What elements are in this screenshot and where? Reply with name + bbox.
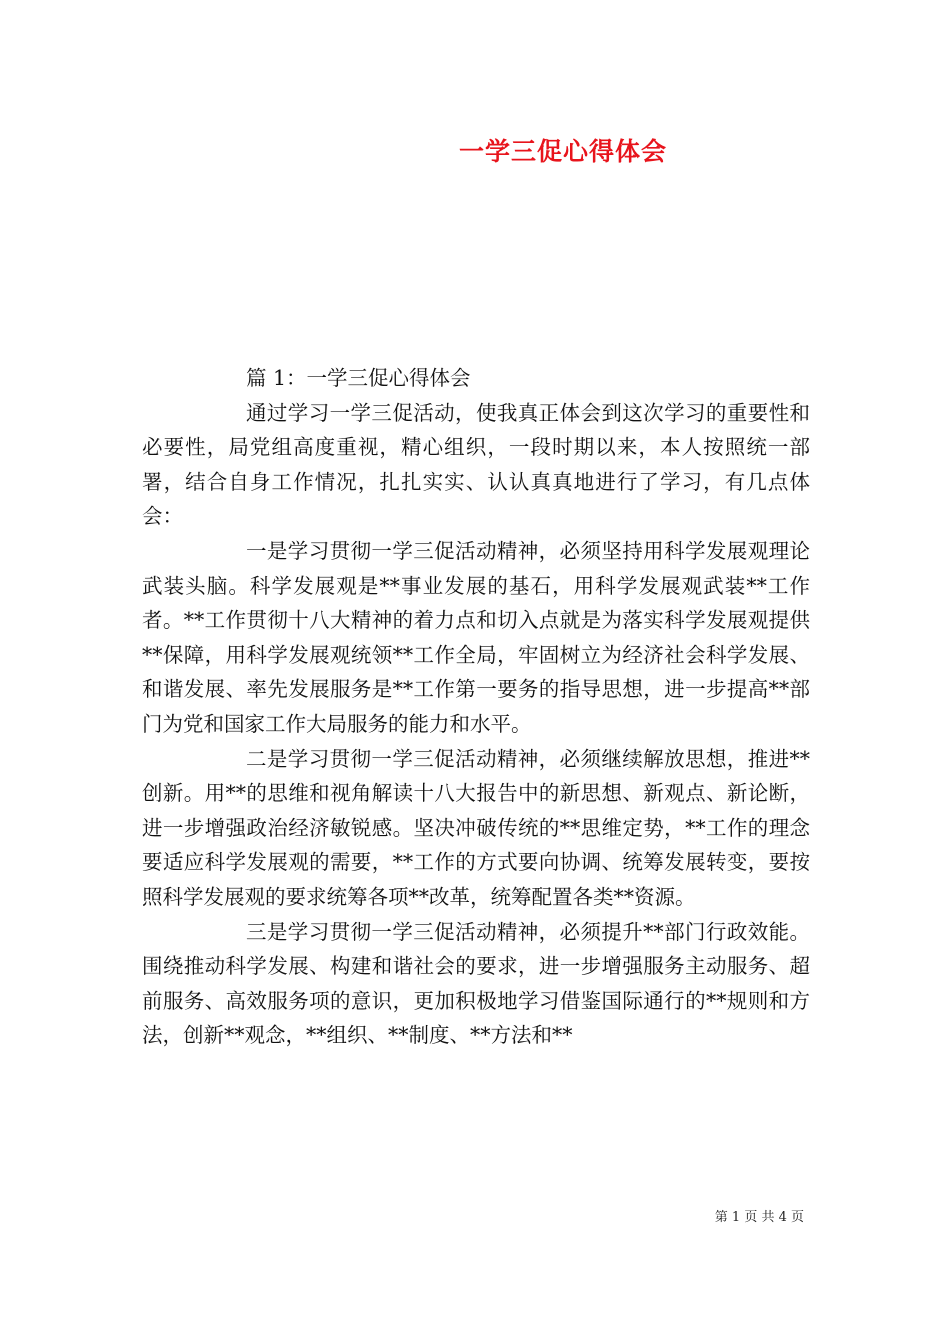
- document-body: [142, 361, 810, 1053]
- paragraph-point-two: 二是学习贯彻一学三促活动精神，必须继续解放思想，推进**创新。用**的思维和视角解读十八大报告中的新思想、新观点、新论断，进一步增强政治经济敏锐感。坚决冲破传统的**思维定势，**工作的理念要适应科学发展观的需要，**工作的方式要向协调、统筹发展转变，要按照科学发展观的要求统筹各项**改革，统筹配置各类**资源。: [142, 746, 810, 909]
- paragraph-point-three: 三是学习贯彻一学三促活动精神，必须提升**部门行政效能。围绕推动科学发展、构建和谐社会的要求，进一步增强服务主动服务、超前服务、高效服务项的意识，更加积极地学习借鉴国际通行的**规则和方法，创新**观念，**组织、**制度、**方法和**: [142, 919, 810, 1048]
- paragraph-point-one: 一是学习贯彻一学三促活动精神，必须坚持用科学发展观理论武装头脑。科学发展观是**事业发展的基石，用科学发展观武装**工作者。**工作贯彻十八大精神的着力点和切入点就是为落实科学发展观提供**保障，用科学发展观统领**工作全局，牢固树立为经济社会科学发展、和谐发展、率先发展服务是**工作第一要务的指导思想，进一步提高**部门为党和国家工作大局服务的能力和水平。: [142, 538, 810, 736]
- section-heading: 篇 1：一学三促心得体会: [246, 366, 471, 390]
- document-title: 一学三促心得体会: [458, 137, 667, 166]
- paragraph-intro: 通过学习一学三促活动，使我真正体会到这次学习的重要性和必要性，局党组高度重视，精心组织，一段时期以来，本人按照统一部署，结合自身工作情况，扎扎实实、认认真真地进行了学习，有几点体会：: [142, 400, 810, 529]
- page-number-indicator: 第 1 页 共 4 页: [714, 1210, 804, 1225]
